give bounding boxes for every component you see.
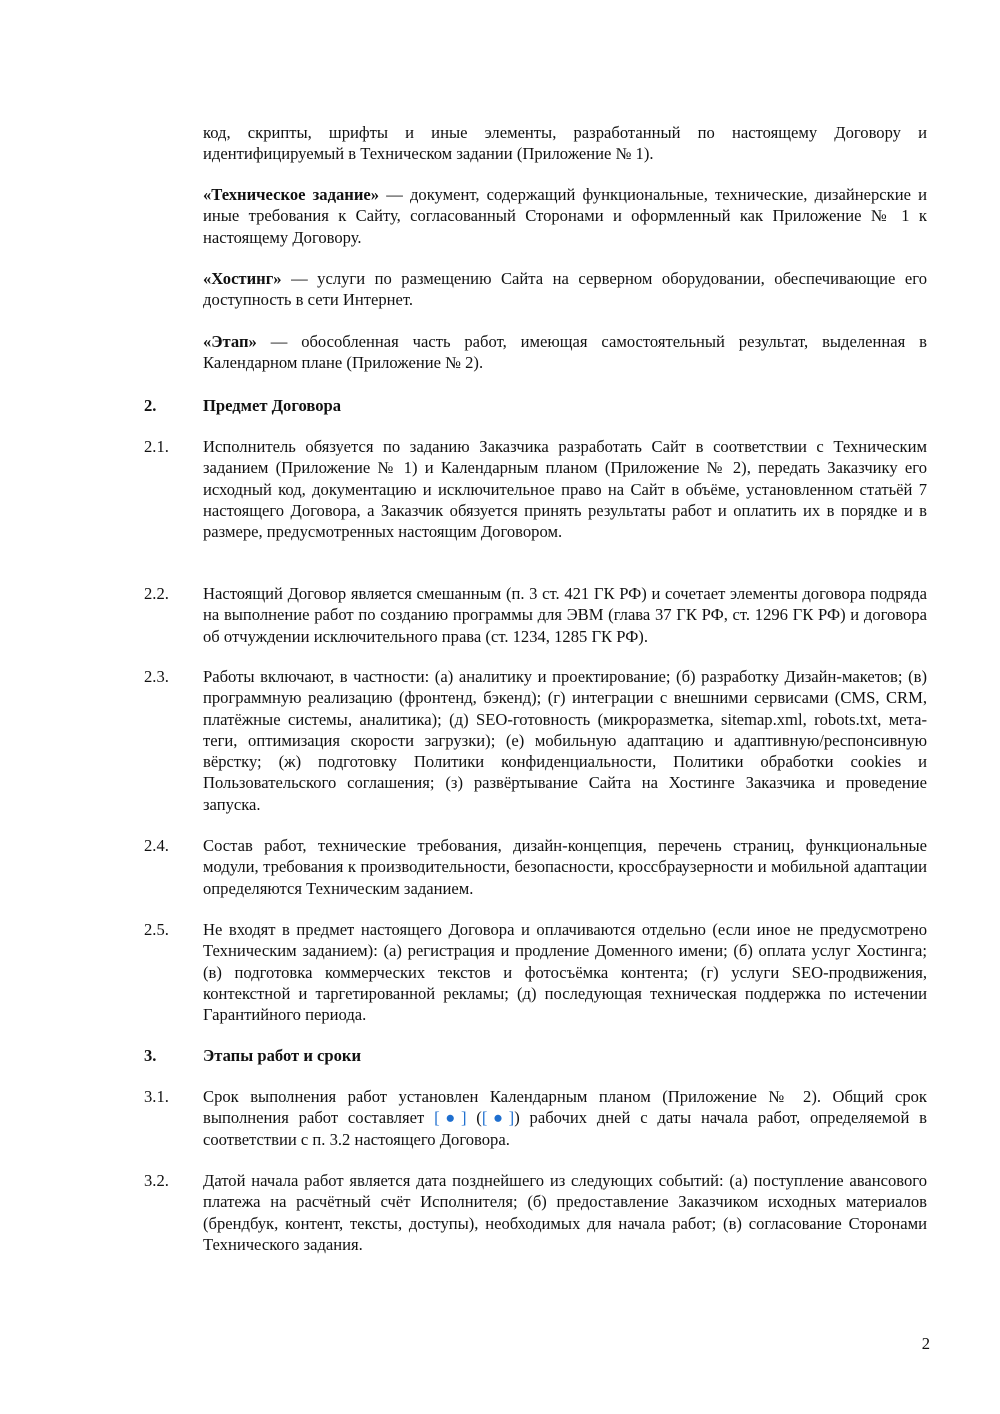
definition-stage (203, 331, 927, 374)
section-number: 3. (144, 1046, 157, 1065)
clause-text-part: ( (466, 1108, 482, 1128)
placeholder-field: [●] (481, 1108, 515, 1128)
page-number: 2 (921, 1334, 930, 1353)
section-heading: Предмет Договора (203, 396, 342, 415)
placeholder-field: [●] (434, 1108, 467, 1128)
definition-continuation: код, скрипты, шрифты и иные элементы, разработанный по настоящему Договору и идентифицируемый в Техническом задании (Приложение № 1). (203, 123, 927, 164)
clause-text: Датой начала работ является дата позднейшего из следующих событий: (а) поступление авансового платежа на расчётный счёт Исполнителя; (б) предоставление Заказчиком исходных материалов (брендбук, контент, тексты, доступы), необходимых для начала работ; (в) согласование Сторонами Технического задания. (203, 1171, 927, 1254)
clause-number: 2.2. (144, 584, 169, 603)
clause-text: Не входят в предмет настоящего Договора и оплачиваются отдельно (если иное не предусмотрено Техническим заданием): (а) регистрация и продление Доменного имени; (б) оплата услуг Хостинга; (в) подготовка коммерческих текстов и фотосъёмка контента; (г) услуги SEO-продвижения, контекстной и таргетированной рекламы; (д) последующая техническая поддержка по истечении Гарантийного периода. (203, 920, 927, 1025)
clause-number: 2.3. (144, 667, 169, 686)
clause-number: 3.1. (144, 1087, 169, 1106)
clause-number: 2.4. (144, 836, 169, 855)
definition-hosting (203, 268, 927, 311)
clause-text: Работы включают, в частности: (а) аналитику и проектирование; (б) разработку Дизайн-макетов; (в) программную реализацию (фронтенд, бэкенд); (г) интеграции с внешними сервисами (CMS, CRM, платёжные системы, аналитика); (д) SEO-готовность (микроразметка, sitemap.xml, robots.txt, мета-теги, оптимизация скорости загрузки); (е) мобильную адаптацию и адаптивную/респонсивную вёрстку; (ж) подготовку Политики конфиденциальности, Политики обработки cookies и Пользовательского соглашения; (з) развёртывание Сайта на Хостинге Заказчика и проведение запуска. (203, 667, 927, 814)
section-heading: Этапы работ и сроки (203, 1046, 362, 1065)
clause-number: 2.5. (144, 920, 169, 939)
defined-term: «Этап» (203, 332, 257, 351)
definition-text: — услуги по размещению Сайта на серверном оборудовании, обеспечивающие его доступность в сети Интернет. (203, 269, 927, 310)
definition-text: — обособленная часть работ, имеющая самостоятельный результат, выделенная в Календарном плане (Приложение № 2). (203, 332, 927, 373)
clause-text-part: Срок выполнения работ установлен Календарным планом (Приложение № 2). Общий срок выполнения работ составляет (203, 1087, 927, 1128)
definition-text: — документ, содержащий функциональные, технические, дизайнерские и иные требования к Сайту, согласованный Сторонами и оформленный как Приложение № 1 к настоящему Договору. (203, 185, 927, 247)
defined-term: «Хостинг» (203, 269, 282, 288)
clause-text: Настоящий Договор является смешанным (п. 3 ст. 421 ГК РФ) и сочетает элементы договора подряда на выполнение работ по созданию программы для ЭВМ (глава 37 ГК РФ, ст. 1296 ГК РФ) и договора об отчуждении исключительного права (ст. 1234, 1285 ГК РФ). (203, 584, 927, 646)
clause-text-part: ) рабочих дней с даты начала работ, определяемой в соответствии с п. 3.2 настоящего Договора. (203, 1108, 927, 1149)
clause-number: 2.1. (144, 437, 169, 456)
clause-text: Исполнитель обязуется по заданию Заказчика разработать Сайт в соответствии с Техническим заданием (Приложение № 1) и Календарным планом (Приложение № 2), передать Заказчику его исходный код, документацию и исключительное право на Сайт в объёме, установленном статьёй 7 настоящего Договора, а Заказчик обязуется принять результаты работ и оплатить их в порядке и в размере, предусмотренных настоящим Договором. (203, 437, 927, 542)
definition-technical-task (203, 184, 927, 248)
clause-text (203, 1086, 927, 1150)
clause-text: Состав работ, технические требования, дизайн-концепция, перечень страниц, функциональные модули, требования к производительности, безопасности, кроссбраузерности и мобильной адаптации определяются Техническим заданием. (203, 836, 927, 898)
defined-term: «Техническое задание» (203, 185, 380, 204)
clause-number: 3.2. (144, 1171, 169, 1190)
section-number: 2. (144, 396, 157, 415)
